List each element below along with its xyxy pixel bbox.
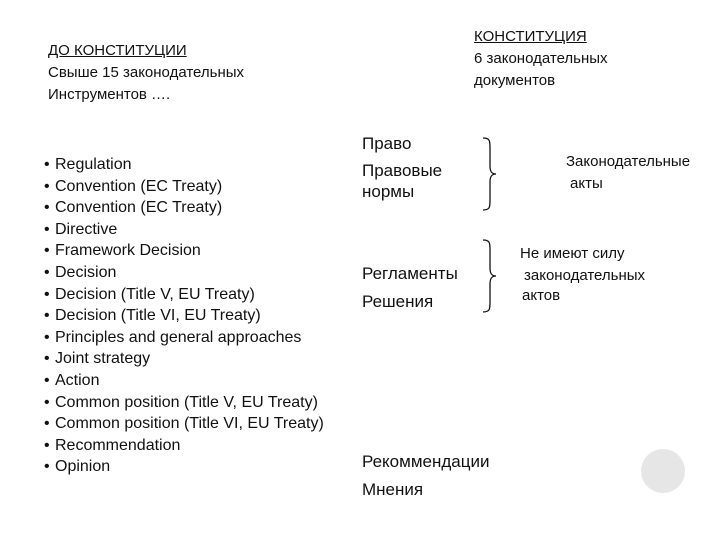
bullet: • — [44, 156, 50, 173]
list-item-label: Decision (Title VI, EU Treaty) — [55, 307, 261, 325]
list-item-label: Opinion — [55, 458, 111, 476]
list-item — [44, 435, 324, 457]
list-item — [44, 348, 324, 370]
legislative-label-2: акты — [570, 175, 603, 192]
list-item-label: Common position (Title V, EU Treaty) — [55, 393, 318, 411]
group-item-recommendations: Рекоммендации — [362, 452, 490, 471]
list-item — [44, 262, 324, 284]
bullet: • — [44, 263, 50, 281]
bullet: • — [44, 242, 50, 260]
legislative-label-1: Законодательные — [566, 153, 691, 170]
list-item — [44, 240, 324, 262]
list-item — [44, 370, 324, 392]
non-legislative-label-3: актов — [522, 287, 561, 304]
list-item-label: Joint strategy — [55, 350, 151, 368]
list-item-label: Directive — [55, 220, 118, 238]
bullet: • — [44, 415, 50, 433]
list-item — [44, 219, 324, 241]
bullet: • — [44, 458, 50, 476]
bullet: • — [44, 371, 50, 389]
decorative-circle — [641, 449, 685, 493]
list-item — [44, 456, 324, 478]
bullet: • — [44, 199, 50, 217]
before-constitution-instruments: Инструментов …. — [48, 86, 171, 103]
non-legislative-label-1: Не имеют силу — [520, 245, 625, 262]
bullet: • — [44, 177, 50, 195]
bullet: • — [44, 285, 50, 303]
list-item — [44, 305, 324, 327]
group-item-law: Право — [362, 134, 412, 153]
list-item-label: Common position (Title VI, EU Treaty) — [55, 415, 324, 433]
bullet: • — [44, 393, 50, 411]
list-item — [44, 284, 324, 306]
list-item-label: Principles and general approaches — [55, 328, 302, 346]
group-item-norms: нормы — [362, 182, 415, 201]
non-legislative-label-2: законодательных — [524, 267, 646, 284]
non-legislative-brace — [480, 238, 500, 314]
constitution-count: 6 законодательных — [474, 50, 608, 67]
list-item — [44, 197, 324, 219]
list-item — [44, 392, 324, 414]
list-item — [44, 176, 324, 198]
before-constitution-title: ДО КОНСТИТУЦИИ — [48, 42, 187, 59]
group-item-regulations: Регламенты — [362, 264, 458, 283]
list-item-label: Regulation — [55, 156, 132, 173]
group-item-decisions: Решения — [362, 292, 434, 311]
legislative-brace — [480, 136, 500, 212]
instruments-list — [44, 154, 324, 478]
before-constitution-count: Свыше 15 законодательных — [48, 64, 245, 81]
list-item-label: Decision (Title V, EU Treaty) — [55, 285, 255, 303]
list-item — [44, 327, 324, 349]
list-item-label: Framework Decision — [55, 242, 201, 260]
group-item-opinions: Мнения — [362, 480, 424, 499]
bullet: • — [44, 307, 50, 325]
bullet: • — [44, 350, 50, 368]
bullet: • — [44, 328, 50, 346]
constitution-documents: документов — [474, 72, 556, 89]
list-item — [44, 154, 324, 176]
bullet: • — [44, 436, 50, 454]
list-item-label: Convention (EC Treaty) — [55, 177, 223, 195]
bullet: • — [44, 220, 50, 238]
list-item-label: Convention (EC Treaty) — [55, 199, 223, 217]
list-item-label: Recommendation — [55, 436, 181, 454]
list-item-label: Decision — [55, 263, 117, 281]
list-item-label: Action — [55, 371, 100, 389]
constitution-title: КОНСТИТУЦИЯ — [474, 28, 587, 45]
group-item-legal: Правовые — [362, 161, 443, 180]
list-item — [44, 413, 324, 435]
